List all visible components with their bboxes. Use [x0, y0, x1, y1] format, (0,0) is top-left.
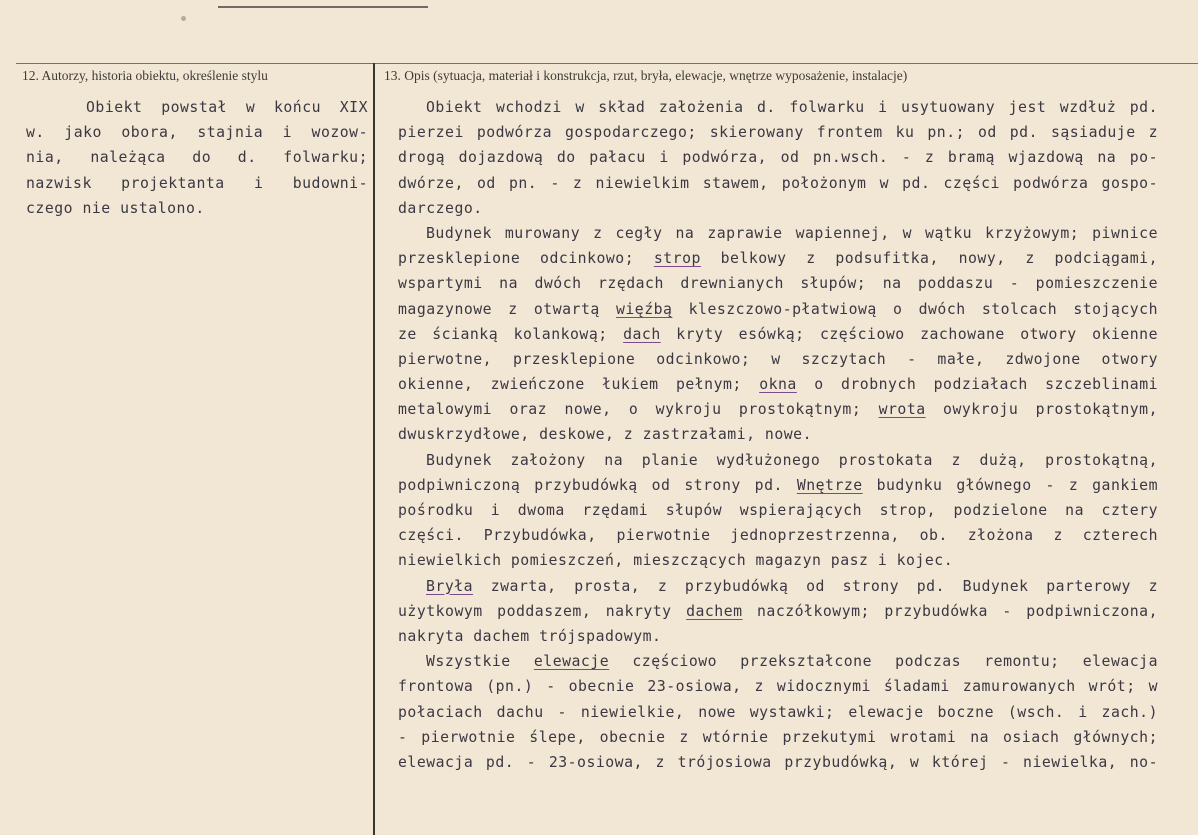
text-span: częściowo przekształcone podczas remontu; elewacja [609, 653, 1158, 671]
text-span: podpiwniczoną przybudówką od strony pd. [398, 476, 797, 494]
text-line: pierwotne, przesklepione odcinkowo; w szczytach - małe, zdwojone otwory [398, 350, 1158, 368]
text-span: zwarta, prosta, z przybudówką od strony pd. Budynek parterowy z [473, 577, 1158, 595]
underlined-term: okna [759, 376, 797, 394]
text-line [398, 397, 1158, 422]
text-line: Obiekt powstał w końcu XIX [86, 99, 368, 116]
text-span: użytkowym poddaszem, nakryty [398, 602, 687, 620]
form-rule-left [16, 63, 373, 64]
text-span: okienne, zwieńczone łukiem pełnym; [398, 376, 760, 394]
underlined-term: dachem [686, 602, 743, 620]
text-line [398, 574, 1158, 599]
text-line: pośrodku i dwoma rzędami słupów wspierających strop, podzielone na cztery [398, 502, 1158, 519]
text-line: dwórze, od pn. - z niewielkim stawem, położonym w pd. części podwórza gospo- [398, 174, 1158, 192]
text-line: części. Przybudówka, pierwotnie jednoprzestrzenna, ob. złożona z czterech [398, 527, 1158, 545]
text-line: elewacja pd. - 23-osiowa, z trójosiowa przybudówką, w której - niewielka, no- [398, 753, 1158, 771]
text-span: naczółkowym; przybudówka - podpiwniczona, [742, 602, 1158, 620]
text-span: budynku głównego - z gankiem [862, 476, 1158, 494]
text-span: metalowymi oraz nowe, o wykroju prostokątnym; [398, 401, 879, 419]
text-line [398, 599, 1158, 624]
text-line: darczego. [398, 199, 483, 217]
text-span: magazynowe z otwartą [398, 300, 616, 318]
text-span: kleszczowo-płatwiową o dwóch stolcach stojących [672, 300, 1158, 318]
text-line [398, 246, 1158, 271]
text-line: nazwisk projektanta i budowni- [26, 174, 368, 192]
text-line: - pierwotnie ślepe, obecnie z wtórnie przekutymi wrotami na osiach głównych; [398, 728, 1158, 746]
text-span: Wszystkie [426, 653, 534, 671]
underlined-term: elewacje [533, 653, 610, 671]
text-span: belkowy z podsufitka, nowy, z podciągami, [700, 250, 1158, 268]
text-line: w. jako obora, stajnia i wozow- [26, 124, 368, 142]
text-line [398, 473, 1158, 498]
underlined-term: Bryła [426, 577, 474, 595]
top-edge-rule [218, 0, 428, 8]
text-line: nakryta dachem trójspadowym. [398, 627, 662, 645]
underlined-term: wrota [878, 401, 926, 419]
text-span: kryty esówką; częściowo zachowane otwory okienne [660, 325, 1158, 343]
form-rule-right [375, 63, 1198, 64]
text-line: nia, należąca do d. folwarku; [26, 149, 368, 167]
section-13-heading: 13. Opis (sytuacja, materiał i konstrukcja, rzut, bryła, elewacje, wnętrze wyposażenie, instalacje) [384, 68, 908, 83]
text-line: drogą dojazdową do pałacu i podwórza, od pn.wsch. - z bramą wjazdową na po- [398, 149, 1158, 167]
text-line: wspartymi na dwóch rzędach drewnianych słupów; na poddaszu - pomieszczenie [398, 275, 1158, 293]
text-span: ze ścianką kolankową; [398, 325, 624, 343]
text-span: przesklepione odcinkowo; [398, 250, 654, 268]
text-line: czego nie ustalono. [26, 199, 205, 217]
text-line: dwuskrzydłowe, deskowe, z zastrzałami, nowe. [398, 426, 812, 444]
text-line [398, 372, 1158, 397]
text-line: frontowa (pn.) - obecnie 23-osiowa, z widocznymi śladami zamurowanych wrót; w [398, 678, 1158, 696]
text-span: o drobnych podziałach szczeblinami [796, 376, 1158, 394]
text-span: owykroju prostokątnym, [925, 401, 1158, 419]
underlined-term: dach [623, 325, 661, 343]
underlined-term: więźbą [615, 300, 673, 318]
text-line: Budynek założony na planie wydłużonego prostokata z dużą, prostokątną, [426, 451, 1158, 469]
underlined-term: Wnętrze [796, 476, 863, 494]
text-line [398, 322, 1158, 347]
text-line: połaciach dachu - niewielkie, nowe wystawki; elewacje boczne (wsch. i zach.) [398, 703, 1158, 721]
text-line: pierzei podwórza gospodarczego; skierowany frontem ku pn.; od pd. sąsiaduje z [398, 124, 1158, 142]
text-line [398, 297, 1158, 322]
underlined-term: strop [653, 250, 701, 268]
section-12-text [26, 95, 368, 221]
column-divider [373, 63, 375, 835]
text-line: niewielkich pomieszczeń, mieszczących magazyn pasz i kojec. [398, 552, 954, 570]
section-12-heading: 12. Autorzy, historia obiektu, określenie stylu [22, 68, 268, 83]
text-line: Budynek murowany z cegły na zaprawie wapiennej, w wątku krzyżowym; piwnice [426, 224, 1158, 242]
text-line [398, 649, 1158, 674]
paper-speck [181, 16, 186, 21]
section-13-text [398, 95, 1158, 775]
text-line: Obiekt wchodzi w skład założenia d. folwarku i usytuowany jest wzdłuż pd. [426, 99, 1158, 116]
